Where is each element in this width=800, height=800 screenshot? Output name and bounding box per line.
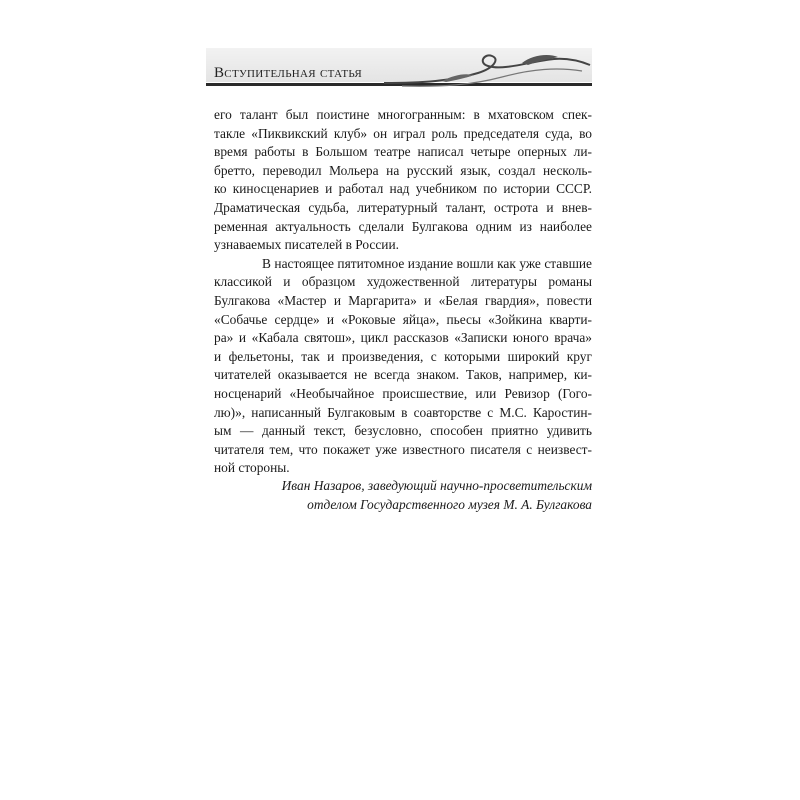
text-line: бретто, переводил Мольера на русский язык, создал несколь- xyxy=(214,162,592,178)
paragraph-1 xyxy=(214,106,592,255)
author-signature xyxy=(214,477,592,514)
paragraph-2 xyxy=(214,255,592,478)
text-line: его талант был поистине многогранным: в мхатовском спек- xyxy=(214,107,592,122)
text-line: узнаваемых писателей в России. xyxy=(214,237,399,253)
text-line: ко киносценариев и работал над учебником по истории СССР. xyxy=(214,181,592,197)
text-line: лю)», написанный Булгаковым в соавторстве с М.С. Каростин- xyxy=(214,404,592,420)
flourish-ornament-icon xyxy=(382,51,594,91)
text-line: читателя тем, что покажет уже известного писателя с неизвест- xyxy=(214,441,592,457)
text-line: читателей оказывается не всегда знаком. Таков, например, ки- xyxy=(214,367,592,383)
section-title: Вступительная статья xyxy=(214,65,363,81)
text-line: время работы в Большом театре написал четыре оперных ли- xyxy=(214,144,592,160)
text-line: носценарий «Необычайное происшествие, или Ревизор (Гого- xyxy=(214,385,592,401)
text-line: В настоящее пятитомное издание вошли как уже ставшие xyxy=(262,255,592,271)
text-line: «Собачье сердце» и «Роковые яйца», пьесы «Зойкина кварти- xyxy=(214,311,592,327)
text-line: классикой и образцом художественной литературы романы xyxy=(214,274,592,290)
text-line: Драматическая судьба, литературный талант, острота и внев- xyxy=(214,199,592,215)
text-line: ым — данный текст, безусловно, способен приятно удивить xyxy=(214,423,592,439)
signature-line: Иван Назаров, заведующий научно-просветительским xyxy=(281,478,592,493)
text-line: и фельетоны, так и произведения, с которыми широкий круг xyxy=(214,348,592,364)
text-line: Булгакова «Мастер и Маргарита» и «Белая гвардия», повести xyxy=(214,292,592,308)
text-line: ра» и «Кабала святош», цикл рассказов «Записки юного врача» xyxy=(214,330,592,346)
text-line: ременная актуальность сделали Булгакова одним из наиболее xyxy=(214,218,592,234)
signature-line: отделом Государственного музея М. А. Булгакова xyxy=(307,496,592,512)
body-text xyxy=(214,106,592,478)
text-line: ной стороны. xyxy=(214,460,290,476)
text-line: такле «Пиквикский клуб» он играл роль председателя суда, во xyxy=(214,125,592,141)
